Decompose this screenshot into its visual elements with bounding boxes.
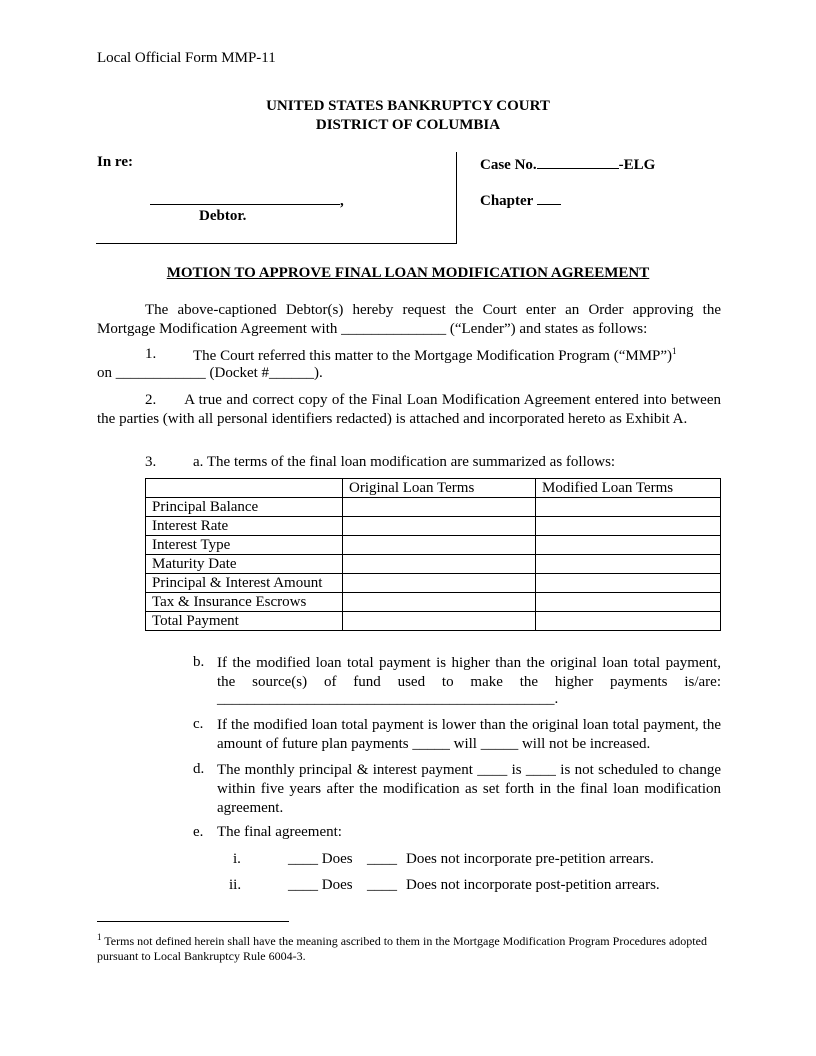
- modified-terms-cell[interactable]: [536, 555, 721, 574]
- table-row: [146, 536, 721, 555]
- pre-petition-does-option[interactable]: ____ Does: [288, 851, 353, 867]
- caption-divider-vertical: [456, 152, 457, 244]
- original-terms-cell[interactable]: [343, 498, 536, 517]
- item-e-text: The final agreement:: [217, 824, 342, 840]
- intro-paragraph: The above-captioned Debtor(s) hereby request the Court enter an Order approving the Mortgage Modification Agreement with ______________ (“Lender”) and states as follows:: [97, 302, 721, 337]
- in-re-label: In re:: [97, 154, 133, 170]
- item-c-text: If the modified loan total payment is lower than the original loan total payment, the amount of future plan payments _____ will _____ will not be increased.: [217, 717, 721, 752]
- row-label: Maturity Date: [146, 555, 343, 574]
- modified-terms-cell[interactable]: [536, 536, 721, 555]
- table-header-row: [146, 479, 721, 498]
- table-header-cell: Original Loan Terms: [343, 479, 536, 498]
- item-e-label: e.: [193, 824, 204, 840]
- para3-text: a. The terms of the final loan modification are summarized as follows:: [193, 454, 616, 470]
- para2-number: 2.: [145, 392, 157, 408]
- original-terms-cell[interactable]: [343, 555, 536, 574]
- debtor-name-line[interactable]: ,: [150, 190, 344, 210]
- motion-title: MOTION TO APPROVE FINAL LOAN MODIFICATION AGREEMENT: [166, 265, 650, 281]
- modified-terms-cell[interactable]: [536, 612, 721, 631]
- row-label: Total Payment: [146, 612, 343, 631]
- table-header-cell: [146, 479, 343, 498]
- item-i-text: Does not incorporate pre-petition arrears.: [406, 851, 654, 867]
- table-row: [146, 555, 721, 574]
- para2: [97, 391, 721, 429]
- modified-terms-cell[interactable]: [536, 517, 721, 536]
- modified-terms-cell[interactable]: [536, 593, 721, 612]
- para1-text: The Court referred this matter to the Mortgage Modification Program (“MMP”)$^1$: [193, 346, 677, 364]
- caption-divider-horizontal: [96, 243, 457, 244]
- footnote-ref[interactable]: 1: [672, 346, 677, 356]
- row-label: Interest Type: [146, 536, 343, 555]
- post-petition-does-not-option[interactable]: ____: [367, 877, 397, 893]
- footnote: [97, 930, 721, 964]
- para3-number: 3.: [145, 454, 157, 470]
- item-d-text: The monthly principal & interest payment ____ is ____ is not scheduled to change within five years after the modification as set forth in the final loan modification agreement.: [217, 762, 721, 816]
- item-d-label: d.: [193, 761, 205, 777]
- item-ii-text: Does not incorporate post-petition arrears.: [406, 877, 660, 893]
- item-b-text: If the modified loan total payment is higher than the original loan total payment, the source(s) of fund used to make the higher payments is/are:: [217, 655, 721, 690]
- case-number-field[interactable]: Case No. -ELG: [480, 154, 655, 174]
- chapter-field[interactable]: Chapter: [480, 190, 561, 210]
- table-row: [146, 517, 721, 536]
- item-i-label: i.: [233, 851, 241, 867]
- form-label: Local Official Form MMP-11: [97, 50, 276, 66]
- footnote-number: 1: [97, 932, 102, 942]
- table-header-cell: Modified Loan Terms: [536, 479, 721, 498]
- court-name: UNITED STATES BANKRUPTCY COURT: [266, 98, 550, 114]
- original-terms-cell[interactable]: [343, 593, 536, 612]
- table-row: [146, 574, 721, 593]
- row-label: Tax & Insurance Escrows: [146, 593, 343, 612]
- row-label: Principal & Interest Amount: [146, 574, 343, 593]
- para1-number: 1.: [145, 346, 157, 362]
- table-row: [146, 612, 721, 631]
- item-ii-label: ii.: [229, 877, 242, 893]
- loan-terms-table: [145, 478, 721, 631]
- row-label: Principal Balance: [146, 498, 343, 517]
- court-district: DISTRICT OF COLUMBIA: [315, 117, 501, 133]
- modified-terms-cell[interactable]: [536, 498, 721, 517]
- original-terms-cell[interactable]: [343, 612, 536, 631]
- original-terms-cell[interactable]: [343, 536, 536, 555]
- item-b-source-blank[interactable]: _____________________________________________.: [217, 691, 559, 707]
- item-b-label: b.: [193, 654, 205, 670]
- debtor-label: Debtor.: [199, 208, 247, 224]
- footnote-separator: [97, 921, 289, 922]
- para1-docket-line: on ____________ (Docket #______).: [97, 365, 323, 381]
- pre-petition-does-not-option[interactable]: ____: [367, 851, 397, 867]
- footnote-text: Terms not defined herein shall have the meaning ascribed to them in the Mortgage Modification Program Procedures adopted pursuant to Local Bankruptcy Rule 6004-3.: [97, 934, 707, 963]
- modified-terms-cell[interactable]: [536, 574, 721, 593]
- table-row: [146, 593, 721, 612]
- original-terms-cell[interactable]: [343, 517, 536, 536]
- table-row: [146, 498, 721, 517]
- row-label: Interest Rate: [146, 517, 343, 536]
- para2-text: A true and correct copy of the Final Loan Modification Agreement entered into between the parties (with all personal identifiers redacted) is attached and incorporated hereto as Exhibit A.: [97, 392, 721, 427]
- original-terms-cell[interactable]: [343, 574, 536, 593]
- post-petition-does-option[interactable]: ____ Does: [288, 877, 353, 893]
- item-c-label: c.: [193, 716, 204, 732]
